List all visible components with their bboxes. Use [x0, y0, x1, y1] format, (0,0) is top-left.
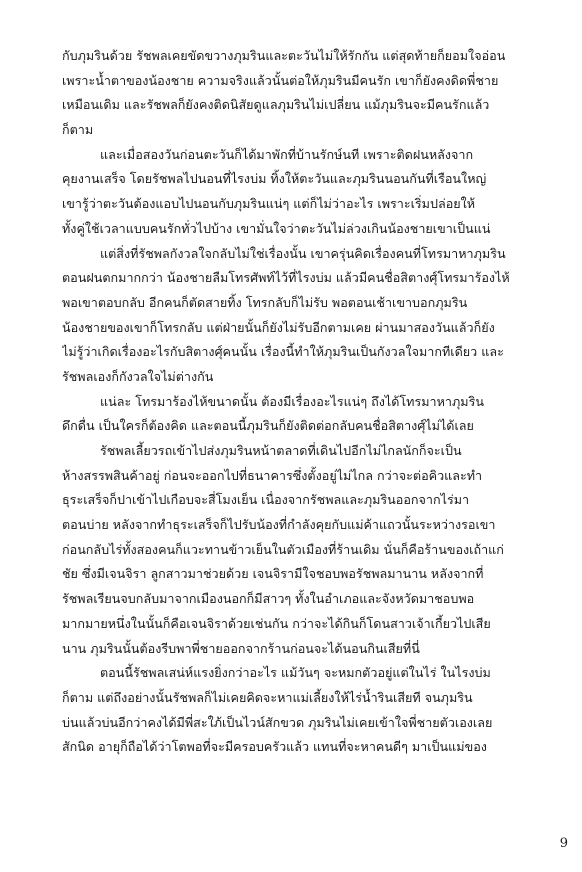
text-line: ตอนบ่าย หลังจากทำธุระเสร็จก็ไปรับน้องที่กำลังคุยกับแม่ค้าแถวนั้นระหว่างรอเขา — [62, 517, 496, 533]
text-line: สักนิด อายุก็ถือได้ว่าโตพอที่จะมีครอบครัวแล้ว แทนที่จะหาคนดีๆ มาเป็นแม่ของ — [62, 739, 487, 755]
text-line: เพราะน้ำตาของน้องชาย ความจริงแล้วนั้นต่อให้ภุมรินมีคนรัก เขาก็ยังคงดิดพี่ชาย — [62, 72, 499, 88]
text-line: รัชพลเองก็กังวลใจไม่ต่างกัน — [62, 368, 214, 384]
body-text — [62, 44, 544, 760]
paragraph — [62, 242, 544, 390]
text-line: มากมายหนึ่งในนั้นก็คือเจนจิราด้วยเช่นกัน กว่าจะได้กินก็โดนสาวเจ้าเกี้ยวไปเสีย — [62, 615, 491, 631]
text-line: ไม่รู้ว่าเกิดเรื่องอะไรกับสิตางศุ์คนนั้น เรื่องนี้ทำให้ภุมรินเป็นกังวลใจมากทีเดียว และ — [62, 344, 504, 360]
text-line: แต่สิ่งที่รัชพลกังวลใจกลับไม่ใช่เรื่องนั้น เขาครุ่นคิดเรื่องคนที่โทรมาหาภุมริน — [100, 245, 506, 261]
text-line: ห้างสรรพสินค้าอยู่ ก่อนจะออกไปที่ธนาคารซึ่งตั้งอยู่ไม่ไกล กว่าจะต่อคิวและทำ — [62, 467, 483, 483]
text-line: กับภุมรินด้วย รัชพลเคยขัดขวางภุมรินและตะวันไม่ให้รักกัน แต่สุดท้ายก็ยอมใจอ่อน — [62, 48, 506, 63]
text-line: คุยงานเสร็จ โดยรัชพลไปนอนที่ไรงบ่ม ทิ้งให้ตะวันและภุมรินนอนกันที่เรือนใหญ่ — [62, 171, 487, 187]
page-number: 9 — [559, 836, 568, 851]
text-line: และเมื่อสองวันก่อนตะวันก็ได้มาพักที่บ้านรักษ์นที เพราะติดฝนหลังจาก — [100, 146, 474, 162]
text-line: บ่นแล้วบ่นอีกว่าคงได้มีพี่สะใภ้เป็นไวน์สักขวด ภุมรินไม่เคยเข้าใจพี่ชายตัวเองเลย — [62, 714, 493, 730]
text-line: ดึกดื่น เป็นใครก็ต้องคิด และตอนนี้ภุมรินก็ยังติดต่อกลับคนชื่อสิตางศุ์ไม่ได้เลย — [62, 418, 474, 434]
paragraph — [62, 390, 544, 439]
text-line: ก่อนกลับไร่ทั้งสองคนก็แวะทานข้าวเย็นในตัวเมืองที่ร้านเดิม นั่นก็คือร้านของเถ้าแก่ — [62, 541, 504, 557]
text-line: แน่ละ โทรมาร้องไห้ขนาดนั้น ต้องมีเรื่องอะไรแน่ๆ ถึงได้โทรมาหาภุมริน — [100, 393, 484, 409]
text-line: เหมือนเดิม และรัชพลก็ยังคงติดนิสัยดูแลภุมรินไม่เปลี่ยน แม้ภุมรินจะมีคนรักแล้ว — [62, 97, 490, 113]
text-line: นาน ภุมรินนั้นต้องรีบพาพี่ชายออกจากร้านก่อนจะได้นอนกินเสียที่นี่ — [62, 640, 420, 656]
text-line: พอเขาตอบกลับ อีกคนก็ตัดสายทิ้ง โทรกลับก็ไม่รับ พอตอนเช้าเขาบอกภุมริน — [62, 294, 468, 310]
text-line: รัชพลเลี้ยวรถเข้าไปส่งภุมรินหน้าตลาดที่เดินไปอีกไม่ไกลนักก็จะเป็น — [100, 443, 462, 458]
text-line: รัชพลเรียนจบกลับมาจากเมืองนอกก็มีสาวๆ ทั้งในอำเภอและจังหวัดมาชอบพอ — [62, 591, 475, 607]
paragraph — [62, 143, 544, 242]
text-line: ก็ตาม แต่ถึงอย่างนั้นรัชพลก็ไม่เคยคิดจะหาแม่เลี้ยงให้ไร่น้ำรินเสียที จนภุมริน — [62, 689, 473, 705]
paragraph — [62, 44, 544, 143]
paragraph — [62, 439, 544, 661]
text-line: ชัย ซึ่งมีเจนจิรา ลูกสาวมาช่วยด้วย เจนจิรามีใจชอบพอรัชพลมานาน หลังจากที่ — [62, 566, 484, 582]
text-line: น้องชายของเขาก็โทรกลับ แต่ฝ่ายนั้นก็ยังไม่รับอีกตามเคย ผ่านมาสองวันแล้วก็ยัง — [62, 319, 495, 335]
text-line: เขารู้ว่าตะวันต้องแอบไปนอนกับภุมรินแน่ๆ แต่ก็ไม่ว่าอะไร เพราะเริ่มปล่อยให้ — [62, 196, 476, 212]
text-line: ก็ตาม — [62, 122, 94, 138]
text-line: ทั้งคู่ใช้เวลาแบบคนรักทั่วไปบ้าง เขามั่นใจว่าตะวันไม่ล่วงเกินน้องชายเขาเป็นแน่ — [62, 220, 491, 236]
text-line: ตอนนี้รัชพลเสน่ห์แรงยิ่งกว่าอะไร แม้วันๆ จะหมกตัวอยู่แต่ในไร่ ในไรงบ่ม — [100, 665, 491, 681]
text-line: ธุระเสร็จก็ปาเข้าไปเกือบจะสี่โมงเย็น เนื่องจากรัชพลและภุมรินออกจากไร่มา — [62, 492, 470, 508]
paragraph — [62, 661, 544, 760]
text-line: ตอนฝนตกมากกว่า น้องชายลืมโทรศัพท์ไว้ที่ไรงบ่ม แล้วมีคนชื่อสิตางศุ์โทรมาร้องไห้ — [62, 270, 510, 286]
